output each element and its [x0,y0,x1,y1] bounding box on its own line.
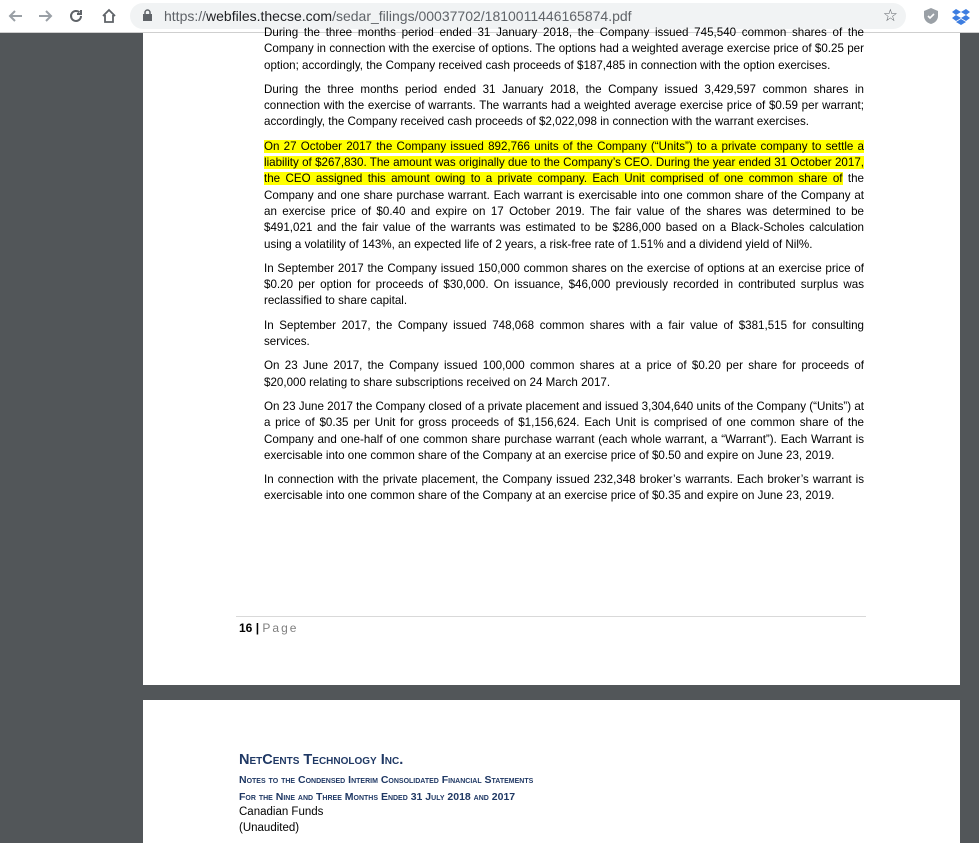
units-settlement-rest: the Company and one share purchase warrant. Each warrant is exercisable into one common share of the Company at an exercise price of $0.40 and expire on 17 October 2019. The fair value of the shares was determined to be $491,021 and the fair value of the warrants was estimated to be $286,000 based on a Black-Scholes calculation using a volatility of 143%, an expected life of 2 years, a risk-free rate of 1.51% and a dividend yield of Nil%. [264,172,864,251]
viewer-scrollbar[interactable] [960,33,979,843]
url-text [164,8,632,24]
forward-arrow-icon [37,8,53,24]
back-arrow-icon [8,8,24,24]
extension-dropbox-icon[interactable] [951,6,971,26]
audit-line: (Unaudited) [239,822,300,834]
url-path: /sedar_filings/00037702/1810011446165874.pdf [332,8,632,24]
period-line: For the Nine and Three Months Ended 31 July 2018 and 2017 [239,791,516,803]
bookmark-star-icon[interactable]: ☆ [882,6,898,25]
paragraph-broker-warrants: In connection with the private placement, the Company issued 232,348 broker’s warrants. Each broker’s warrant is exercisable into one common share of the Company at an exercise price of $0.35 and expire on June 23, 2019. [264,473,864,503]
highlighted-text: On 27 October 2017 the Company issued 892,766 units of the Company (“Units”) to a private company to settle a liability of $267,830. The amount was originally due to the Company’s CEO. During the year ended 31 October 2017, the CEO assigned this amount owing to a private company. Each Unit comprised of one common share of [264,139,864,186]
paragraph-sept-options: In September 2017 the Company issued 150,000 common shares on the exercise of options at an exercise price of $0.20 per option for proceeds of $30,000. On issuance, $46,000 previously recorded in contributed surplus was reclassified to share capital. [264,261,864,308]
reload-button[interactable] [64,4,88,28]
pdf-page-17 [143,700,960,843]
page-body [264,25,864,513]
pdf-page-16 [143,26,960,685]
page-number [239,621,298,635]
currency-line: Canadian Funds [239,806,324,818]
footer-divider [236,616,866,617]
home-button[interactable] [97,4,121,28]
paragraph-warrants: During the three months period ended 31 January 2018, the Company issued 3,429,597 common shares in connection with the exercise of warrants. The warrants had a weighted average exercise price of $0.59 per warrant; accordingly, the Company received cash proceeds of $2,022,098 in connection with the warrant exercises. [264,82,864,129]
paragraph-private-placement: On 23 June 2017 the Company closed of a private placement and issued 3,304,640 units of the Company (“Units”) at a price of $0.35 per Unit for gross proceeds of $1,156,624. Each Unit is comprised of one common share of the Company and one-half of one common share purchase warrant (each whole warrant, a “Warrant”). Each Warrant is exercisable into one common share of the Company at an exercise price of $0.50 and expire on June 23, 2019. [264,399,865,462]
notes-title: Notes to the Condensed Interim Consolidated Financial Statements [239,774,534,786]
paragraph-options: During the three months period ended 31 January 2018, the Company issued 745,540 common shares of the Company in connection with the exercise of options. The options had a weighted average exercise price of $0.25 per option; accordingly, the Company received cash proceeds of $187,485 in connection with the option exercises. [264,26,864,72]
forward-button[interactable] [33,4,57,28]
paragraph-june-shares: On 23 June 2017, the Company issued 100,000 common shares at a price of $0.20 per share for proceeds of $20,000 relating to share subscriptions received on 24 March 2017. [264,359,864,389]
page-label: Page [262,621,299,635]
url-host: webfiles.thecse.com [206,8,333,24]
viewer-left-margin [0,33,143,843]
page-number-value: 16 [239,621,253,635]
back-button[interactable] [4,4,28,28]
paragraph-units-settlement [264,139,864,253]
page-number-separator: | [252,621,263,635]
url-prefix: https:// [164,8,207,24]
lock-icon [142,9,153,27]
extension-shield-icon[interactable] [921,6,941,26]
home-icon [101,8,117,24]
company-name: NetCents Technology Inc. [239,752,404,768]
paragraph-sept-consulting: In September 2017, the Company issued 748,068 common shares with a fair value of $381,515 for consulting services. [264,318,864,349]
reload-icon [68,8,84,24]
